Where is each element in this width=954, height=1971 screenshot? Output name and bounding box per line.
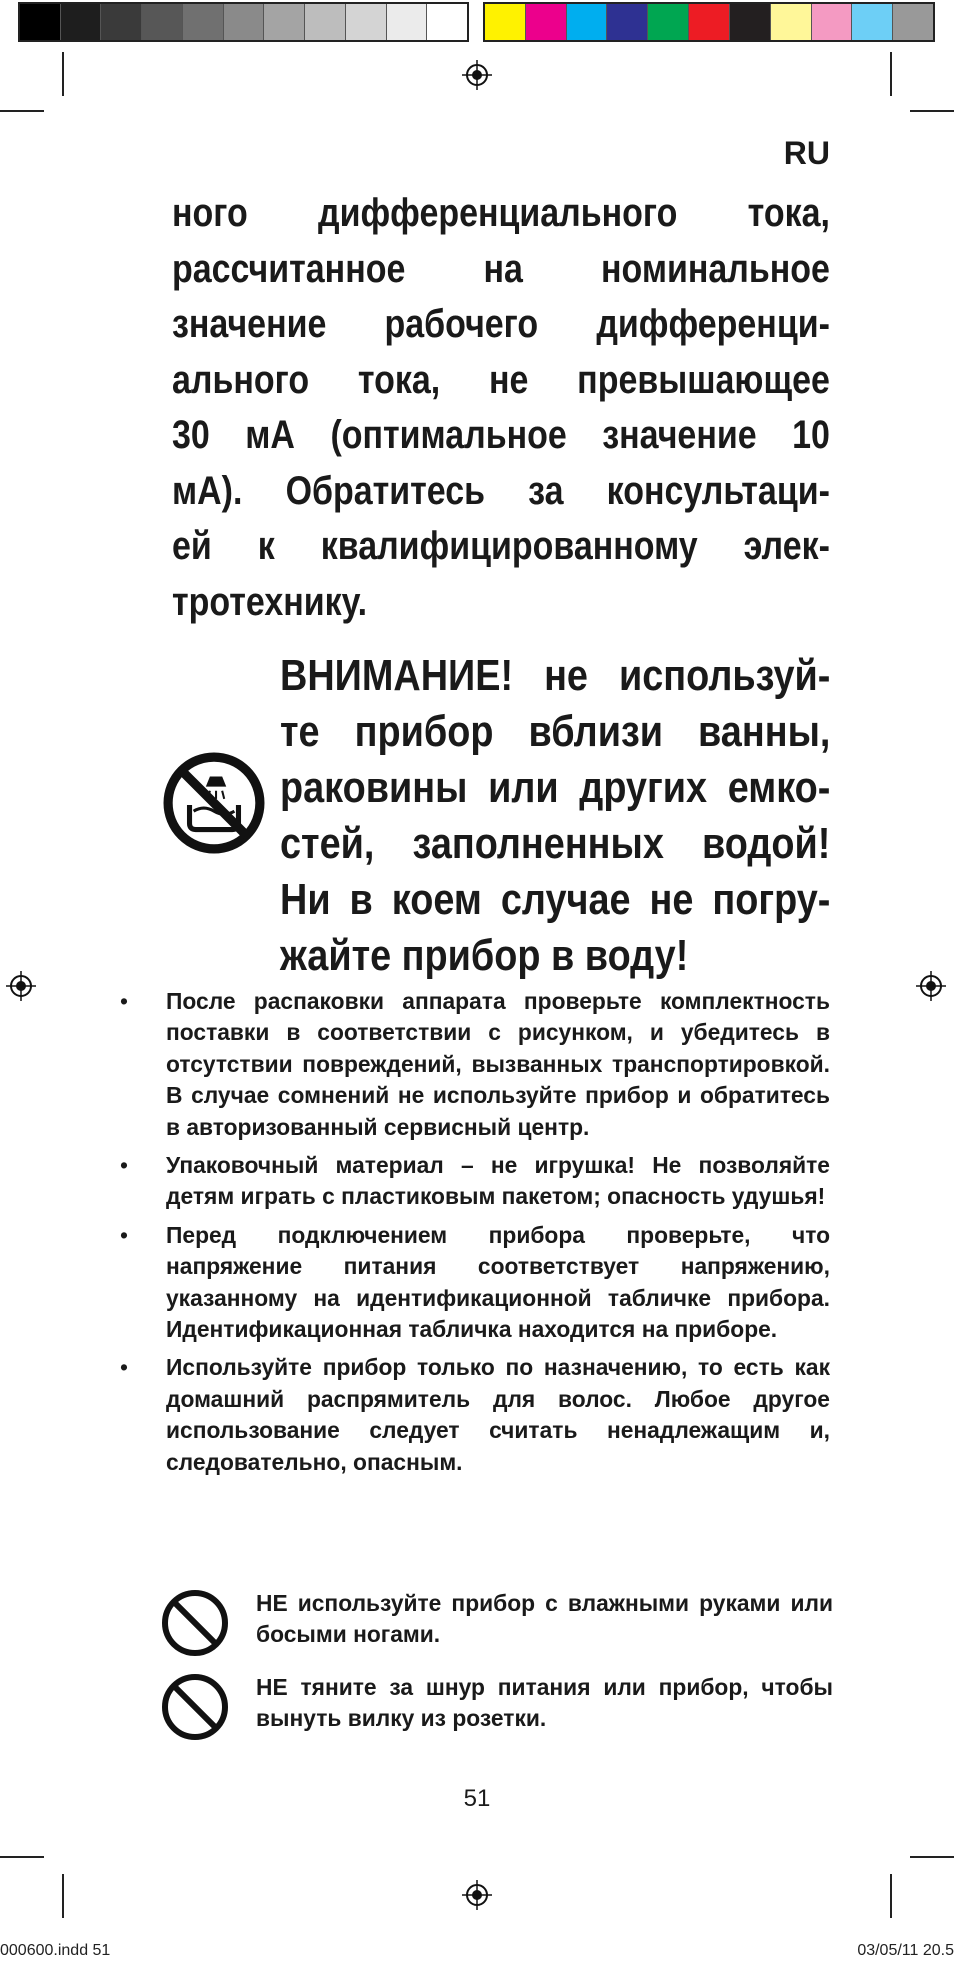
list-item-text: Упаковочный материал – не игрушка! Не позволяйте детям играть с пластиковым пакетом; опасность удушья! xyxy=(166,1152,830,1210)
color-swatch xyxy=(101,4,142,40)
list-item xyxy=(120,1352,830,1478)
color-swatch xyxy=(648,4,689,40)
text-line: рассчитанное на номинальное xyxy=(172,246,830,291)
crop-mark xyxy=(890,52,892,96)
warning-line: раковины или других емко- xyxy=(280,763,831,812)
warning-paragraph xyxy=(280,648,830,984)
intro-paragraph xyxy=(172,186,830,630)
prohibition-text: НЕ используйте прибор с влажными руками или босыми ногами. xyxy=(256,1590,833,1648)
color-swatch xyxy=(224,4,265,40)
warning-line: жайте прибор в воду! xyxy=(280,931,689,980)
language-tag: RU xyxy=(783,135,830,171)
color-swatch xyxy=(607,4,648,40)
crop-mark xyxy=(62,1874,64,1918)
text-line: 30 мА (оптимальное значение 10 xyxy=(172,413,830,457)
text-line: ального тока, не превышающее xyxy=(172,357,830,402)
warning-line: те прибор вблизи ванны, xyxy=(280,707,831,756)
color-swatch xyxy=(346,4,387,40)
bullet-marker: • xyxy=(120,1221,128,1248)
list-item xyxy=(120,1220,830,1346)
registration-mark-icon xyxy=(6,971,36,1001)
color-swatch xyxy=(427,4,467,40)
color-swatch xyxy=(526,4,567,40)
crop-mark xyxy=(910,1856,954,1858)
color-swatch xyxy=(689,4,730,40)
color-calibration-bar xyxy=(483,2,935,42)
list-item xyxy=(120,986,830,1143)
warning-line: стей, заполненных водой! xyxy=(280,819,831,868)
color-swatch xyxy=(305,4,346,40)
crop-mark xyxy=(910,110,954,112)
bullet-marker: • xyxy=(120,988,128,1014)
prohibition-icon xyxy=(160,1672,230,1742)
color-swatch xyxy=(387,4,428,40)
no-water-bath-icon xyxy=(163,752,265,854)
color-swatch xyxy=(567,4,608,40)
list-item-text: После распаковки аппарата проверьте комплектность поставки в соответствии с рисунком, и убедитесь в отсутствии повреждений, вызванных транспортировкой. В случае сомнений не используйте прибор и обратитесь в авторизованный сервисный центр. xyxy=(166,988,830,1140)
crop-mark xyxy=(62,52,64,96)
crop-mark xyxy=(0,110,44,112)
text-line: значение рабочего дифференци- xyxy=(172,302,830,346)
file-info: 000600.indd 51 xyxy=(0,1942,111,1959)
text-line: мА). Обратитесь за консультаци- xyxy=(172,468,830,513)
prohibition-item xyxy=(160,1588,833,1658)
date-info: 03/05/11 20.5 xyxy=(857,1942,954,1959)
list-item-text: Перед подключением прибора проверьте, что напряжение питания соответствует напряжению, указанному на идентификационной табличке прибора. Идентификационная табличка находится на приборе. xyxy=(166,1221,830,1343)
registration-mark-icon xyxy=(916,971,946,1001)
warning-line: Ни в коем случае не погру- xyxy=(280,875,831,924)
registration-mark-icon xyxy=(462,1880,492,1910)
color-swatch xyxy=(485,4,526,40)
color-swatch xyxy=(61,4,102,40)
prohibition-text: НЕ тяните за шнур питания или прибор, чтобы вынуть вилку из розетки. xyxy=(256,1674,833,1732)
color-swatch xyxy=(142,4,183,40)
color-swatch xyxy=(771,4,812,40)
prohibition-item xyxy=(160,1672,833,1742)
page-number: 51 xyxy=(463,1785,491,1812)
safety-bullet-list xyxy=(120,986,830,1485)
warning-line: ВНИМАНИЕ! не используй- xyxy=(280,651,831,700)
bullet-marker: • xyxy=(120,1152,128,1179)
color-swatch xyxy=(812,4,853,40)
text-line: ного дифференциального тока, xyxy=(172,191,830,235)
prohibition-icon xyxy=(160,1588,230,1658)
color-swatch xyxy=(264,4,305,40)
crop-mark xyxy=(0,1856,44,1858)
color-swatch xyxy=(183,4,224,40)
color-swatch xyxy=(893,4,933,40)
gray-calibration-bar xyxy=(18,2,469,42)
list-item-text: Используйте прибор только по назначению, то есть как домашний распрямитель для волос. Любое другое использование следует считать ненадлежащим и, следовательно, опасным. xyxy=(166,1354,830,1475)
list-item xyxy=(120,1150,830,1213)
text-line: ей к квалифицированному элек- xyxy=(172,524,830,568)
color-swatch xyxy=(852,4,893,40)
registration-mark-icon xyxy=(462,60,492,90)
crop-mark xyxy=(890,1874,892,1918)
color-swatch xyxy=(730,4,771,40)
bullet-marker: • xyxy=(120,1354,128,1381)
text-line: тротехнику. xyxy=(172,579,368,624)
color-swatch xyxy=(20,4,61,40)
